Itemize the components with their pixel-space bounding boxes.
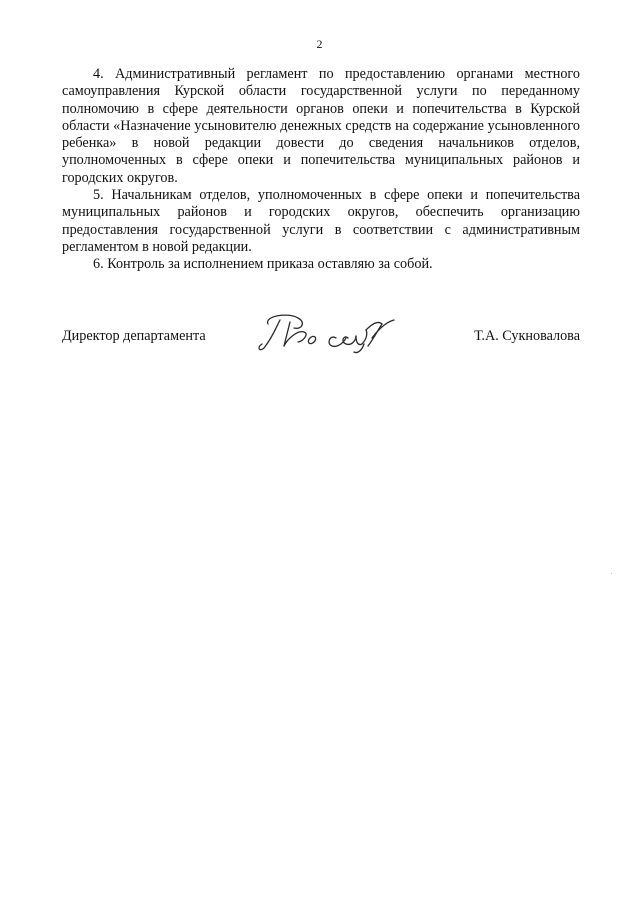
signature-block <box>62 308 580 358</box>
scan-speck <box>611 573 612 574</box>
paragraph-item-5: 5. Начальникам отделов, уполномоченных в сфере опеки и попечительства муниципальных районов и городских округов, обеспечить организацию предоставления государственной услуги в соответствии с административным регламентом в новой редакции. <box>62 187 580 255</box>
paragraph-item-4: 4. Административный регламент по предоставлению органами местного самоуправления Курской области государственной услуги по переданному полномочию в сфере деятельности органов опеки и попечительства в Курской области «Назначение усыновителю денежных средств на содержание усыновленного ребенка» в новой редакции довести до сведения начальников отделов, уполномоченных в сфере опеки и попечительства муниципальных районов и городских округов. <box>62 66 580 186</box>
document-body <box>62 66 580 274</box>
paragraph-item-6: 6. Контроль за исполнением приказа оставляю за собой. <box>93 256 433 273</box>
signature-icon <box>254 308 404 356</box>
signer-name: Т.А. Сукновалова <box>474 328 580 344</box>
page-number: 2 <box>316 37 323 51</box>
signer-position: Директор департамента <box>62 328 206 344</box>
